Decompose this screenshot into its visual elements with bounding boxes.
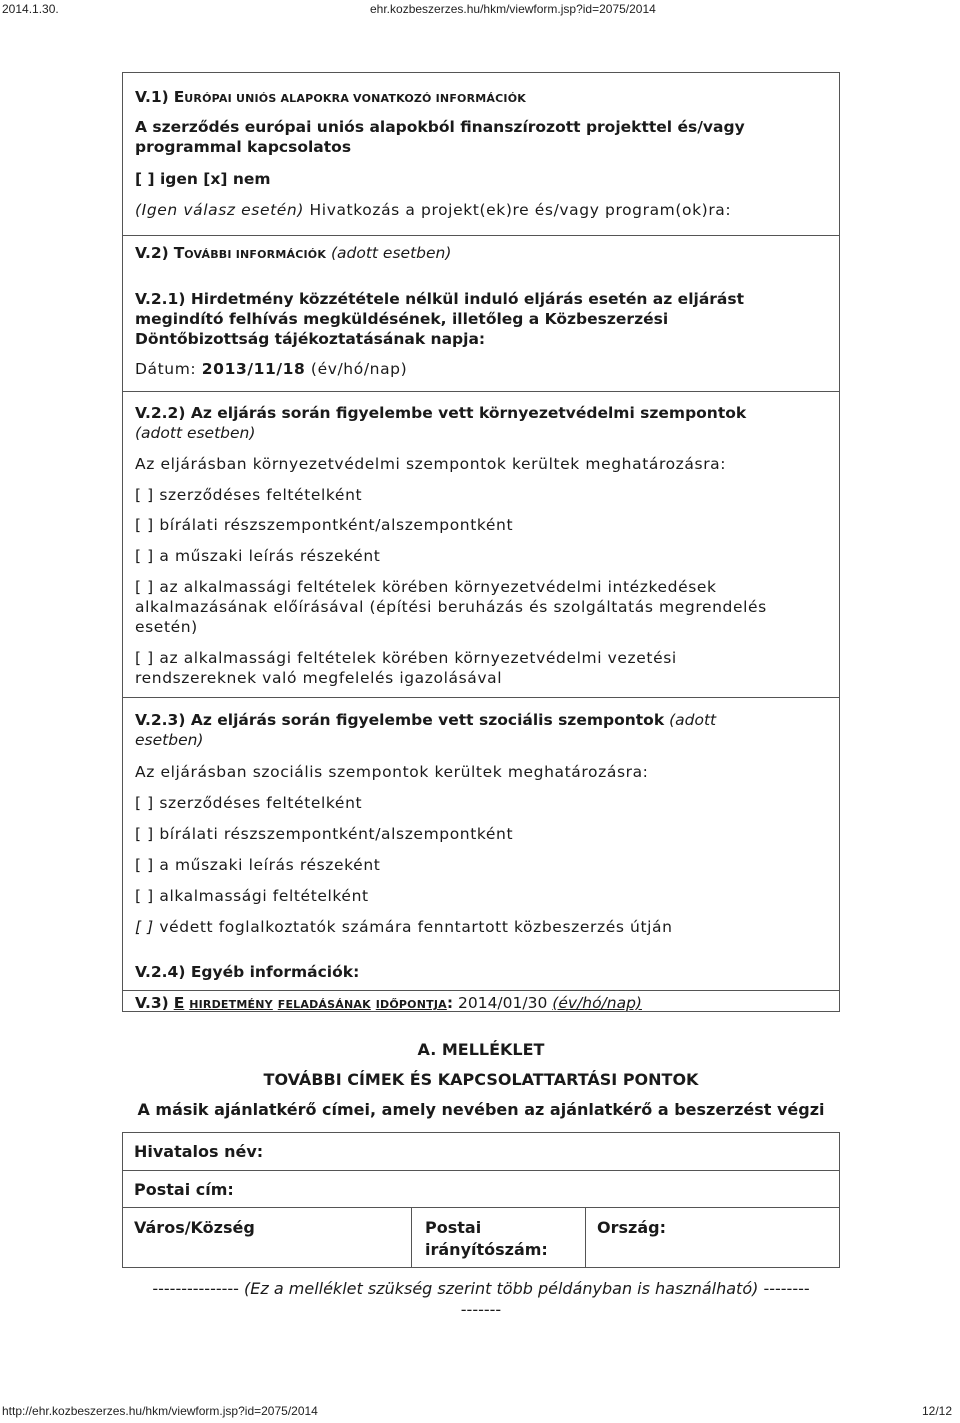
annex-address-box (122, 1132, 840, 1268)
page-number: 12/12 (921, 1404, 952, 1418)
print-header (0, 0, 960, 20)
official-name-label: Hivatalos név: (134, 1142, 264, 1161)
v2-heading: V.2) TOVÁBBI INFORMÁCIÓK (adott esetben) (135, 244, 452, 262)
v1-question: A szerződés európai uniós alapokból finanszírozott projekttel és/vagy programmal kapcsolatos (135, 118, 745, 156)
print-footer (0, 1402, 960, 1422)
divider (123, 235, 839, 236)
annex-title: A. MELLÉKLET (417, 1040, 545, 1059)
v23-option: [ ] bírálati részszempontként/alszempontként (135, 825, 514, 843)
column-divider (411, 1207, 412, 1267)
annex-heading: A másik ajánlatkérő címei, amely nevében az ajánlatkérő a beszerzést végzi (137, 1100, 825, 1119)
v3-heading: V.3) E HIRDETMÉNY FELADÁSÁNAK IDŐPONTJA: 2014/01/30 (év/hó/nap) (135, 994, 642, 1012)
v22-option: [ ] szerződéses feltételként (135, 486, 363, 504)
city-label: Város/Község (134, 1218, 255, 1237)
v22-intro: Az eljárásban környezetvédelmi szempontok kerültek meghatározásra: (135, 455, 727, 473)
divider (123, 391, 839, 392)
footer-url: http://ehr.kozbeszerzes.hu/hkm/viewform.jsp?id=2075/2014 (2, 1404, 318, 1418)
print-url: ehr.kozbeszerzes.hu/hkm/viewform.jsp?id=2075/2014 (370, 2, 656, 16)
annex-note: --------------- (Ez a melléklet szükség szerint több példányban is használható) -------- ------- (152, 1279, 810, 1319)
v23-option: [ ] védett foglalkoztatók számára fenntartott közbeszerzés útján (135, 918, 673, 936)
v23-option: [ ] szerződéses feltételként (135, 794, 363, 812)
divider (123, 1207, 839, 1208)
v1-reference: (Igen válasz esetén) Hivatkozás a projekt(ek)re és/vagy program(ok)ra: (135, 201, 732, 219)
country-label: Ország: (597, 1218, 666, 1237)
v23-intro: Az eljárásban szociális szempontok kerültek meghatározásra: (135, 763, 649, 781)
v22-option: [ ] a műszaki leírás részeként (135, 547, 381, 565)
v21-question: V.2.1) Hirdetmény közzététele nélkül induló eljárás esetén az eljárást megindító felhívás megküldésének, illetőleg a Közbeszerzési Döntőbizottság tájékoztatásának napja: (135, 290, 745, 348)
annex-subtitle: TOVÁBBI CÍMEK ÉS KAPCSOLATTARTÁSI PONTOK (263, 1070, 699, 1089)
zip-label: Postai irányítószám: (425, 1218, 548, 1259)
section-v-frame (122, 72, 840, 1012)
postal-address-label: Postai cím: (134, 1180, 234, 1199)
print-date: 2014.1.30. (2, 2, 59, 16)
v22-option: [ ] az alkalmassági feltételek körében környezetvédelmi intézkedések alkalmazásának előírásával (építési beruházás és szolgáltatás megrendelés esetén) (135, 578, 767, 636)
divider (123, 1170, 839, 1171)
v1-answer: [ ] igen [x] nem (135, 170, 271, 188)
v24-heading: V.2.4) Egyéb információk: (135, 963, 360, 981)
v22-heading: V.2.2) Az eljárás során figyelembe vett környezetvédelmi szempontok (adott esetben) (135, 404, 747, 442)
v1-heading: V.1) EURÓPAI UNIÓS ALAPOKRA VONATKOZÓ INFORMÁCIÓK (135, 88, 526, 106)
v22-option: [ ] bírálati részszempontként/alszempontként (135, 516, 514, 534)
v23-option: [ ] a műszaki leírás részeként (135, 856, 381, 874)
v22-option: [ ] az alkalmassági feltételek körében környezetvédelmi vezetési rendszereknek való megfelelés igazolásával (135, 649, 677, 687)
v21-date: Dátum: 2013/11/18 (év/hó/nap) (135, 360, 408, 378)
v23-heading: V.2.3) Az eljárás során figyelembe vett szociális szempontok (adott esetben) (135, 711, 717, 749)
v23-option: [ ] alkalmassági feltételként (135, 887, 369, 905)
divider (123, 697, 839, 698)
divider (123, 990, 839, 991)
column-divider (585, 1207, 586, 1267)
